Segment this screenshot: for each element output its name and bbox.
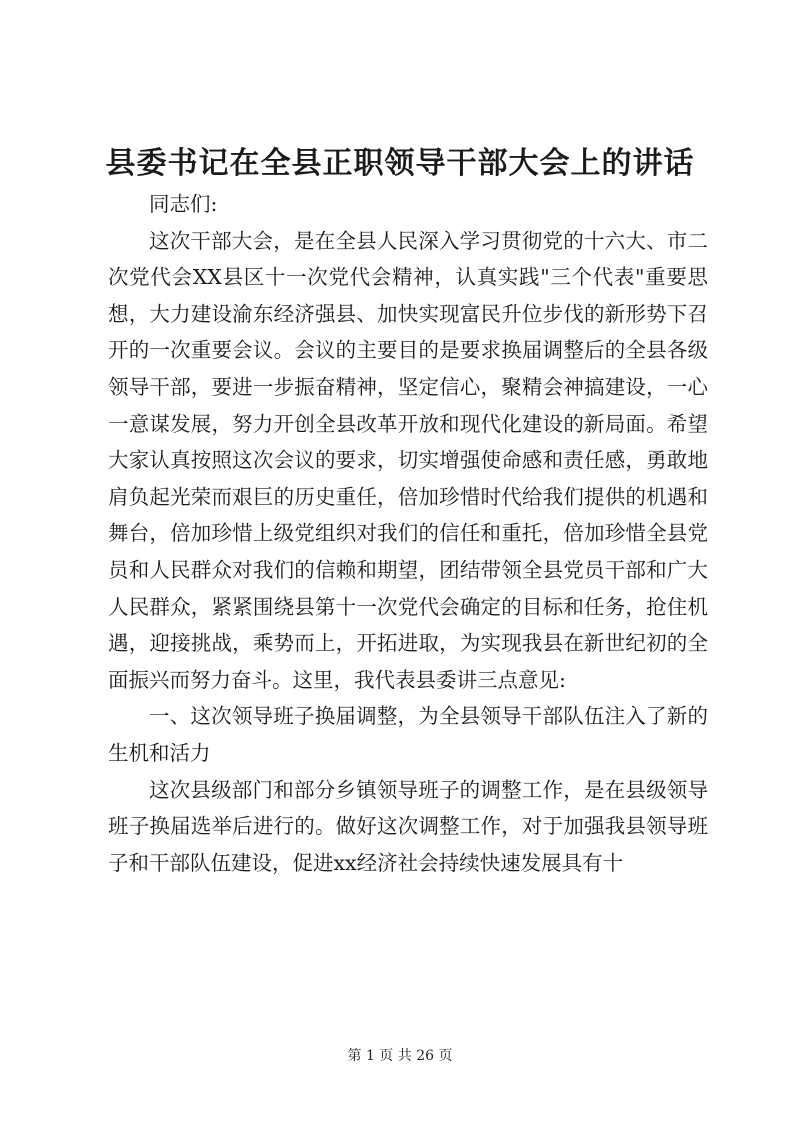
document-title: 县委书记在全县正职领导干部大会上的讲话 (105, 146, 695, 181)
document-body (108, 186, 708, 881)
page-number-footer: 第 1 页 共 26 页 (347, 1048, 453, 1064)
intro-paragraph: 这次干部大会，是在全县人民深入学习贯彻党的十六大、市二次党代会XX县区十一次党代会精神，认真实践"三个代表"重要思想，大力建设渝东经济强县、加快实现富民升位步伐的新形势下召开的一次重要会议。会议的主要目的是要求换届调整后的全县各级领导干部，要进一步振奋精神，坚定信心，聚精会神搞建设，一心一意谋发展，努力开创全县改革开放和现代化建设的新局面。希望大家认真按照这次会议的要求，切实增强使命感和责任感，勇敢地肩负起光荣而艰巨的历史重任，倍加珍惜时代给我们提供的机遇和舞台，倍加珍惜上级党组织对我们的信任和重托，倍加珍惜全县党员和人民群众对我们的信赖和期望，团结带领全县党员干部和广大人民群众，紧紧围绕县第十一次党代会确定的目标和任务，抢住机遇，迎接挑战，乘势而上，开拓进取，为实现我县在新世纪初的全面振兴而努力奋斗。这里，我代表县委讲三点意见: (108, 228, 708, 692)
salutation-paragraph: 同志们: (149, 192, 218, 216)
section-heading-1: 一、这次领导班子换届调整，为全县领导干部队伍注入了新的生机和活力 (108, 704, 708, 765)
section-paragraph-1: 这次县级部门和部分乡镇领导班子的调整工作，是在县级领导班子换届选举后进行的。做好这次调整工作，对于加强我县领导班子和干部队伍建设，促进xx经济社会持续快速发展具有十 (108, 777, 708, 875)
